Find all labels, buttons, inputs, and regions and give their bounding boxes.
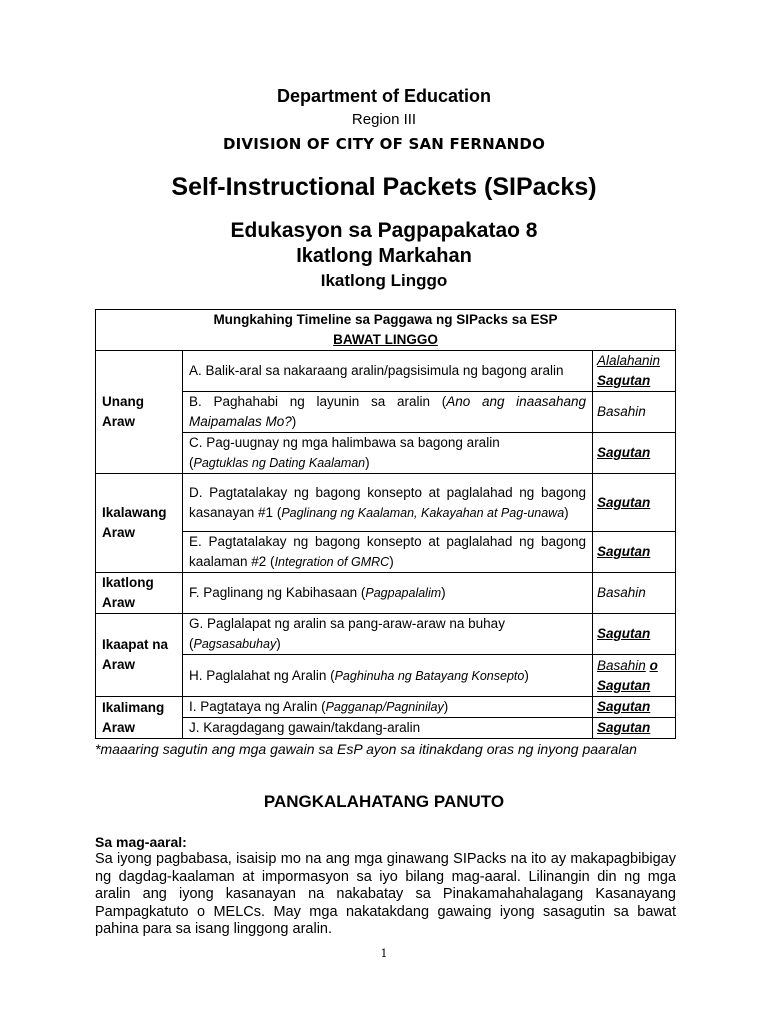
activity-cell: J. Karagdagang gawain/takdang-aralin xyxy=(183,718,593,739)
day-label: Ikalawang Araw xyxy=(96,474,183,573)
document-title: Self-Instructional Packets (SIPacks) xyxy=(171,173,597,201)
activity-cell: C. Pag-uugnay ng mga halimbawa sa bagong aralin (Pagtuklas ng Dating Kaalaman) xyxy=(183,433,593,474)
instruction-paragraph: Sa iyong pagbabasa, isaisip mo na ang mga ginawang SIPacks na ito ay makapagbibigay ng dagdag-kaalaman at impormasyon sa iyo bilang mag-aaral. Lilinangin din ng mga aralin ang iyong kasanayan na nakabatay sa Pinakamahahalagang Kasanayang Pampagkatuto o MELCs. May mga nakatakdang gawaing iyong sasagutin sa bawat pahina para sa isang linggong aralin. xyxy=(95,851,676,938)
region-label: Region III xyxy=(351,111,417,128)
activity-type: Sagutan xyxy=(593,474,676,532)
activity-cell: F. Paglinang ng Kabihasaan (Pagpapalalim) xyxy=(183,573,593,614)
activity-cell: A. Balik-aral sa nakaraang aralin/pagsisimula ng bagong aralin xyxy=(183,351,593,392)
activity-cell: H. Paglalahat ng Aralin (Paghinuha ng Batayang Konsepto) xyxy=(183,655,593,697)
section-heading: PANGKALAHATANG PANUTO xyxy=(263,792,505,811)
activity-type: Sagutan xyxy=(593,614,676,655)
activity-type: Sagutan xyxy=(593,433,676,474)
activity-cell: B. Paghahabi ng layunin sa aralin (Ano ang inaasahang Maipamalas Mo?) xyxy=(183,392,593,433)
week-label: Ikatlong Linggo xyxy=(320,271,448,290)
quarter-label: Ikatlong Markahan xyxy=(296,245,472,267)
section-subheading: Sa mag-aaral: xyxy=(95,834,187,850)
page-number: 1 xyxy=(380,947,388,960)
activity-type: Basahin xyxy=(593,392,676,433)
day-label: Ikalimang Araw xyxy=(96,697,183,739)
activity-cell: I. Pagtataya ng Aralin (Pagganap/Pagninilay) xyxy=(183,697,593,718)
activity-cell: D. Pagtatalakay ng bagong konsepto at paglalahad ng bagong kasanayan #1 (Paglinang ng Kaalaman, Kakayahan at Pag-unawa) xyxy=(183,474,593,532)
timeline-table xyxy=(95,309,676,739)
department-title: Department of Education xyxy=(276,86,491,106)
day-label: Ikatlong Araw xyxy=(96,573,183,614)
activity-type: Basahin xyxy=(593,573,676,614)
table-title: Mungkahing Timeline sa Paggawa ng SIPacks sa ESP xyxy=(213,312,558,327)
day-label: Ikaapat na Araw xyxy=(96,614,183,697)
activity-type: Sagutan xyxy=(593,532,676,573)
table-header xyxy=(96,310,676,351)
activity-type: Alalahanin Sagutan xyxy=(593,351,676,392)
activity-type: Basahin o Sagutan xyxy=(593,655,676,697)
activity-cell: G. Paglalapat ng aralin sa pang-araw-araw na buhay (Pagsasabuhay) xyxy=(183,614,593,655)
schedule-note: *maaaring sagutin ang mga gawain sa EsP ayon sa itinakdang oras ng inyong paaralan xyxy=(95,741,637,757)
day-label: Unang Araw xyxy=(96,351,183,474)
division-label: DIVISION OF CITY OF SAN FERNANDO xyxy=(222,135,546,153)
table-subtitle: BAWAT LINGGO xyxy=(333,332,438,347)
subject-title: Edukasyon sa Pagpapakatao 8 xyxy=(230,219,538,242)
activity-type: Sagutan xyxy=(593,697,676,718)
activity-type: Sagutan xyxy=(593,718,676,739)
activity-cell: E. Pagtatalakay ng bagong konsepto at paglalahad ng bagong kaalaman #2 (Integration of GMRC) xyxy=(183,532,593,573)
